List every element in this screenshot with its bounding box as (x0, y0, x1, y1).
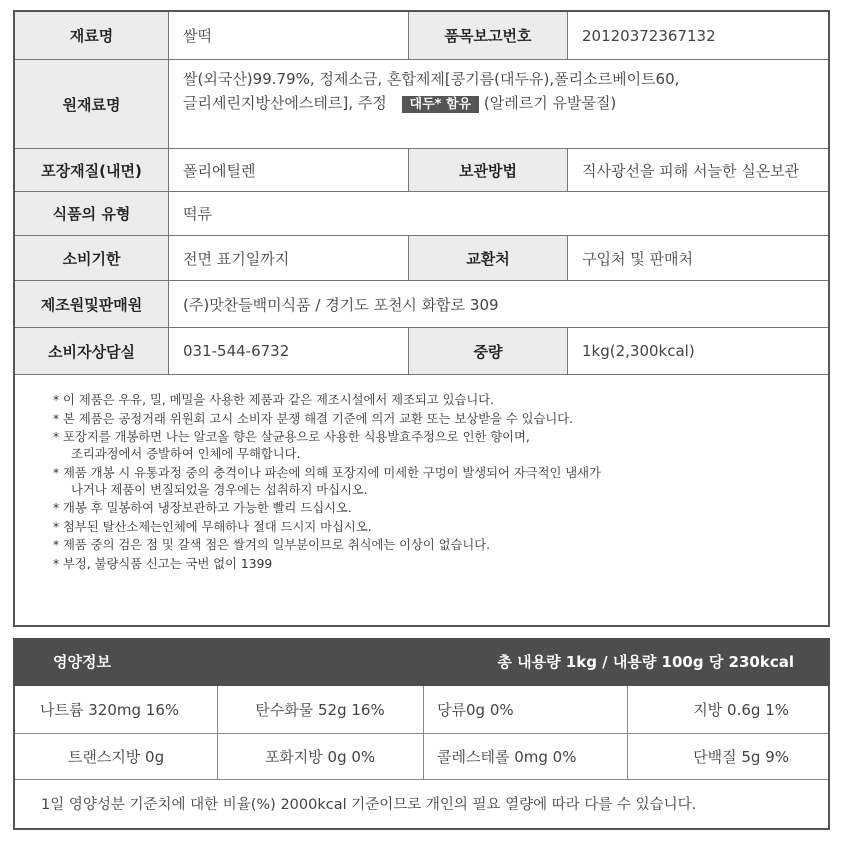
row-manufacturer (15, 281, 828, 328)
row-consumer-center (15, 328, 828, 375)
nutrition-title: 영양정보 (53, 653, 111, 671)
label-consumer-center: 소비자상담실 (15, 328, 168, 374)
product-info-table (13, 10, 830, 627)
label-weight: 중량 (409, 328, 567, 374)
note-item: * 제품 개봉 시 유통과정 중의 충격이나 파손에 의해 포장지에 미세한 구멍이 발생되어 자극적인 냄새가 나거나 제품이 변질되었을 경우에는 섭취하지 마십시오. (53, 465, 601, 497)
nutrition-header (13, 638, 830, 686)
value-exchange: 구입처 및 판매처 (582, 249, 693, 268)
label-packaging: 포장재질(내면) (15, 149, 168, 191)
label-manufacturer: 제조원및판매원 (15, 281, 168, 327)
label-product-name: 재료명 (15, 12, 168, 59)
allergen-note: (알레르기 유발물질) (483, 94, 617, 112)
row-food-type (15, 192, 828, 236)
value-weight: 1kg(2,300kcal) (582, 342, 695, 360)
nutrient-cholesterol: 콜레스테롤 0mg 0% (437, 748, 577, 766)
nutrient-saturated-fat: 포화지방 0g 0% (264, 748, 376, 766)
nutrient-carbohydrate: 탄수화물 52g 16% (255, 701, 385, 719)
nutrition-footnote: 1일 영양성분 기준치에 대한 비율(%) 2000kcal 기준이므로 개인의 필요 열량에 따라 다를 수 있습니다. (41, 797, 697, 813)
note-item: * 부정, 불량식품 신고는 국번 없이 1399 (53, 556, 273, 571)
label-storage: 보관방법 (409, 149, 567, 191)
caution-notes (15, 375, 828, 625)
value-expiry: 전면 표기일까지 (183, 249, 290, 268)
note-item: * 첨부된 탈산소제는인체에 무해하나 절대 드시지 마십시오. (53, 519, 372, 534)
ingredients-line-2: 글리세린지방산에스테르], 주정 (183, 94, 387, 112)
row-packaging (15, 149, 828, 192)
value-packaging: 폴리에틸렌 (183, 161, 256, 180)
nutrient-protein: 단백질 5g 9% (693, 748, 789, 766)
label-ingredients: 원재료명 (15, 60, 168, 148)
value-ingredients (169, 60, 828, 148)
nutrition-table (13, 638, 830, 830)
nutrient-sugars: 당류0g 0% (437, 701, 514, 719)
nutrient-sodium: 나트륨 320mg 16% (40, 701, 180, 719)
value-consumer-center: 031-544-6732 (183, 342, 290, 360)
value-report-number: 20120372367132 (582, 26, 716, 45)
ingredients-line-1: 쌀(외국산)99.79%, 정제소금, 혼합제제[콩기름(대두유),폴리소르베이트60, (183, 70, 680, 88)
value-food-type: 떡류 (183, 205, 212, 223)
note-item: * 제품 중의 검은 점 및 갈색 점은 쌀겨의 일부분이므로 취식에는 이상이 없습니다. (53, 538, 491, 552)
nutrient-fat: 지방 0.6g 1% (693, 701, 789, 719)
row-product-name (15, 12, 828, 60)
value-manufacturer: (주)맛찬들백미식품 / 경기도 포천시 화합로 309 (183, 295, 499, 314)
nutrient-trans-fat: 트랜스지방 0g (67, 748, 165, 766)
label-exchange: 교환처 (409, 236, 567, 280)
note-item: * 이 제품은 우유, 밀, 메밀을 사용한 제품과 같은 제조시설에서 제조되고 있습니다. (53, 393, 494, 407)
label-expiry: 소비기한 (15, 236, 168, 280)
label-report-number: 품목보고번호 (409, 12, 567, 59)
note-item: * 개봉 후 밀봉하여 냉장보관하고 가능한 빨리 드십시오. (53, 501, 352, 515)
row-expiry (15, 236, 828, 281)
row-ingredients (15, 60, 828, 149)
value-storage: 직사광선을 피해 서늘한 실온보관 (582, 161, 800, 180)
note-item: * 본 제품은 공정거래 위원회 고시 소비자 분쟁 해결 기준에 의거 교환 또는 보상받을 수 있습니다. (53, 411, 574, 426)
note-item: * 포장지를 개봉하면 나는 알코올 향은 살균용으로 사용한 식용발효주정으로 인한 향이며, 조리과정에서 증발하여 인체에 무해합니다. (53, 430, 530, 461)
allergen-badge: 대두* 함유 (402, 96, 480, 113)
label-food-type: 식품의 유형 (15, 192, 168, 235)
nutrition-summary: 총 내용량 1kg / 내용량 100g 당 230kcal (497, 653, 794, 671)
value-product-name: 쌀떡 (183, 27, 212, 45)
